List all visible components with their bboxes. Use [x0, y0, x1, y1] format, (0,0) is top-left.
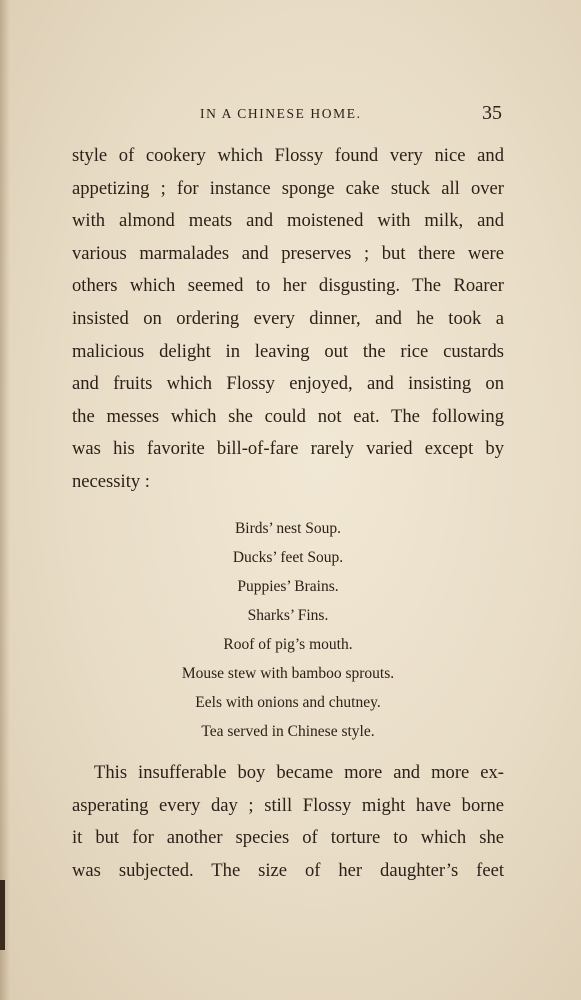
text-line: others which seemed to her disgusting. The Roarer — [72, 275, 504, 297]
menu-item: Puppies’ Brains. — [237, 578, 339, 595]
paragraph-2 — [72, 757, 504, 887]
menu-item: Tea served in Chinese style. — [201, 723, 375, 740]
paragraph-1 — [72, 140, 504, 499]
text-line: appetizing ; for instance sponge cake stuck all over — [72, 177, 504, 199]
text-line: style of cookery which Flossy found very nice and — [72, 145, 504, 166]
text-line: necessity : — [72, 470, 150, 492]
menu-item: Roof of pig’s mouth. — [223, 636, 353, 653]
text-line: it but for another species of torture to which she — [72, 827, 504, 849]
bill-of-fare — [72, 514, 504, 746]
menu-item: Sharks’ Fins. — [247, 607, 329, 624]
menu-item: Mouse stew with bamboo sprouts. — [181, 665, 395, 682]
text-line: was his favorite bill-of-fare rarely varied except by — [72, 438, 504, 460]
text-line: was subjected. The size of her daughter’s feet — [72, 859, 504, 881]
menu-item: Birds’ nest Soup. — [234, 520, 342, 537]
text-line: insisted on ordering every dinner, and he took a — [72, 307, 504, 329]
page-left-edge — [0, 0, 10, 1000]
text-line: malicious delight in leaving out the rice custards — [72, 340, 504, 362]
page-number: 35 — [482, 102, 502, 124]
running-head: IN A CHINESE HOME. — [200, 106, 362, 121]
text-line: various marmalades and preserves ; but there were — [72, 242, 504, 264]
text-line: and fruits which Flossy enjoyed, and insisting on — [72, 373, 504, 395]
page-edge-mark — [0, 880, 5, 950]
page-header — [72, 102, 504, 132]
text-line: the messes which she could not eat. The following — [72, 405, 504, 427]
menu-item: Ducks’ feet Soup. — [232, 549, 344, 566]
text-line: with almond meats and moistened with milk, and — [72, 210, 504, 232]
text-line: This insufferable boy became more and more ex- — [94, 762, 504, 783]
menu-item: Eels with onions and chutney. — [195, 694, 381, 711]
text-line: asperating every day ; still Flossy might have borne — [72, 794, 504, 816]
